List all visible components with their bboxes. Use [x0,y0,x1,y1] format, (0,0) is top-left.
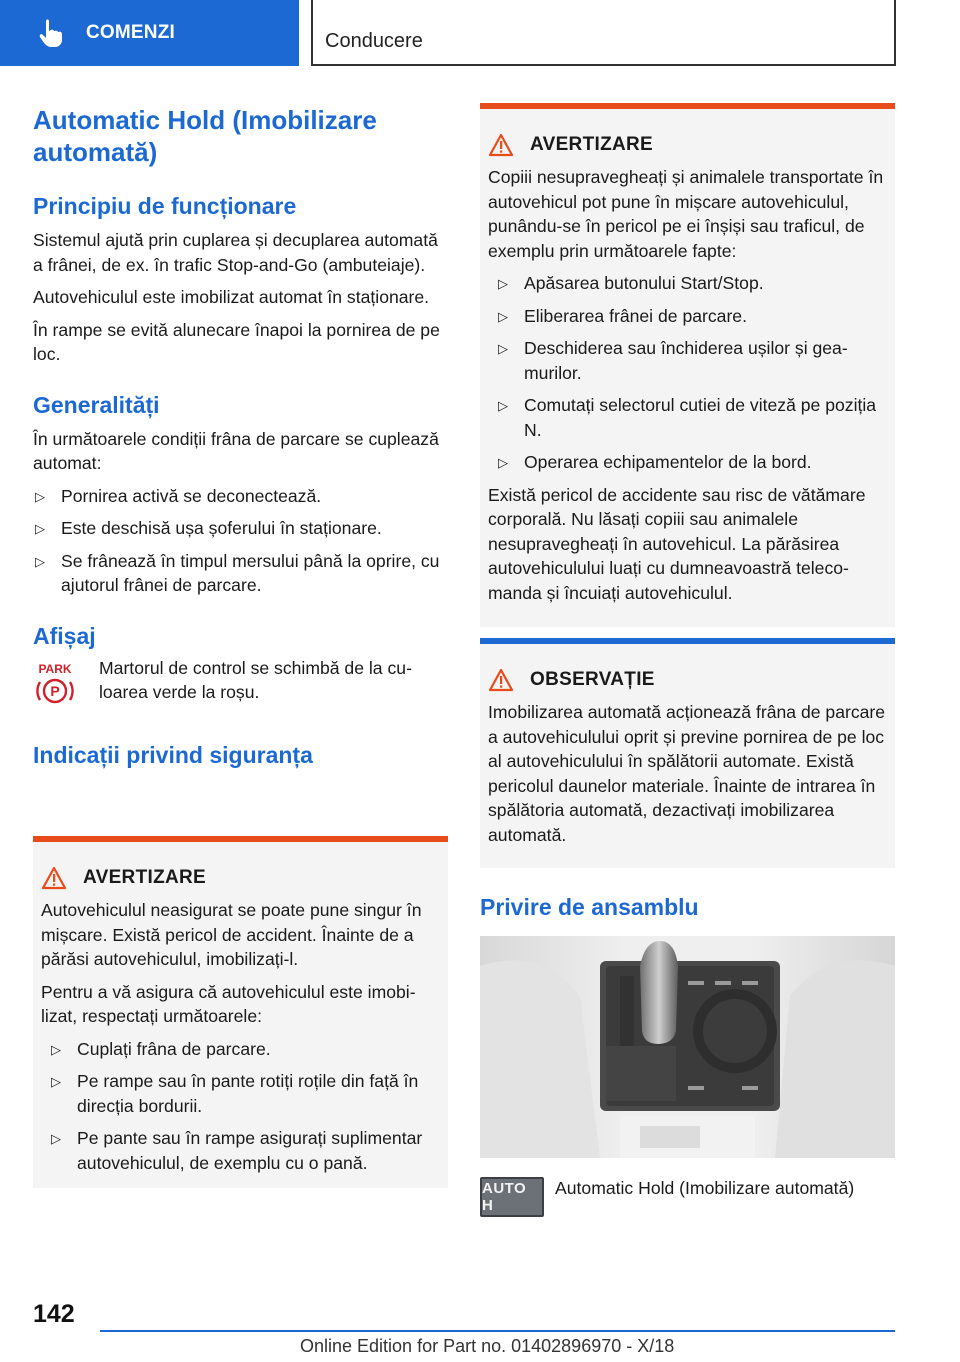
list-triangle-icon: ▷ [51,1041,61,1057]
hand-pointer-icon [34,16,68,50]
note-label: OBSERVAȚIE [530,669,655,690]
list-triangle-icon: ▷ [51,1131,61,1146]
principle-heading: Principiu de funcționare [33,193,297,219]
list-item: ▷ Comutați selectorul cutiei de viteză pe poziția N. [498,395,877,440]
list-item: ▷ Operarea echipamentelor de la bord. [496,450,887,475]
warning-text-2: Există pericol de accidente sau risc de vătămare corporală. Nu lăsați copiii sau animalele nesupravegheați în autovehicul. La părăsirea autovehiculului luați cu dumneavoastră telecomanda și încuiați autovehiculul. [488,484,866,603]
list-triangle-icon: ▷ [51,1074,61,1089]
center-console-photo [480,936,895,1158]
list-item: ▷ Se frânează în timpul mersului până la oprire, cu ajutorul frânei de parcare. [35,550,440,595]
warning-text-1: Copiii nesupravegheați și animalele transportate în autovehicul pot pune în mișcare autovehiculul, punându-se în pericol pe ei înșiși sau traficul, de exemplu prin următoarele fapte: [488,167,884,261]
warning-text-2: Pentru a vă asigura că autovehiculul este imobilizat, respectați următoarele: [41,981,416,1026]
list-triangle-icon: ▷ [498,341,508,356]
section-tab[interactable] [0,0,299,66]
principle-paragraph-3: În rampe se evită alunecare înapoi la pornirea de pe loc. [33,319,440,364]
general-intro: În următoarele condiții frâna de parcare se cuplează automat: [33,428,439,473]
warning-box-right [480,103,895,627]
footer-edition: Online Edition for Part no. 01402896970 - X/18 [300,1336,675,1356]
overview-heading: Privire de ansamblu [480,894,699,920]
chapter-header [311,0,896,66]
list-item: ▷ Pornirea activă se deconectează. [33,484,443,509]
auto-hold-button-icon: AUTO H [480,1177,544,1217]
safety-heading: Indicații privind siguranța [33,741,313,768]
warning-box-left [33,836,448,1188]
warning-triangle-icon [488,133,514,157]
page-title: Automatic Hold (Imobilizare automată) [33,105,377,167]
note-box [480,638,895,868]
warning-label: AVERTIZARE [83,867,206,888]
display-text: Martorul de control se schimbă de la culoarea verde la roșu. [99,657,412,702]
warning-header [488,133,887,157]
left-column [33,104,443,769]
list-triangle-icon: ▷ [35,553,45,569]
warning-triangle-icon [488,668,514,692]
list-item: ▷ Pe pante sau în rampe asigurați suplimentar autovehiculul, de exemplu cu o pană. [51,1128,423,1173]
warning-triangle-icon [41,866,67,890]
warning-text-1: Autovehiculul neasigurat se poate pune singur în mișcare. Există pericol de accident. Înainte de a părăsi autovehiculul, imobilizați-l. [41,900,422,969]
svg-text:PARK: PARK [38,661,72,676]
general-heading: Generalități [33,391,160,418]
park-brake-icon [33,656,99,711]
note-text: Imobilizarea automată acționează frâna de parcare a autovehiculului oprit și previne pornirea de pe loc al autovehiculului în spălătorii automate. Există pericolul daunelor materiale. Înainte de intrarea în spălătoria automată, dezactivați imobilizarea automată. [488,702,886,845]
principle-paragraph-1: Sistemul ajută prin cuplarea și decuplarea automată a frânei, de ex. în trafic Stop-and-Go (ambuteiaje). [33,230,438,275]
list-item: ▷ Apăsarea butonului Start/Stop. [496,271,887,296]
list-triangle-icon: ▷ [498,398,508,413]
list-item: ▷ Deschiderea sau închiderea ușilor și geamurilor. [498,338,848,383]
list-triangle-icon: ▷ [35,521,45,536]
note-header [488,668,887,692]
list-item: ▷ Pe rampe sau în pante rotiți roțile din față în direcția bordurii. [51,1071,419,1116]
warning-label: AVERTIZARE [530,134,653,155]
list-triangle-icon: ▷ [35,488,45,504]
chapter-title: Conducere [325,30,423,52]
list-triangle-icon: ▷ [498,455,508,470]
svg-text:P: P [50,682,60,699]
list-item: ▷ Eliberarea frânei de parcare. [496,304,887,329]
principle-paragraph-2: Autovehiculul este imobilizat automat în staționare. [33,287,430,307]
warning-header [41,866,440,890]
section-tab-label: COMENZI [86,22,176,43]
display-row [33,656,443,711]
auto-hold-caption: Automatic Hold (Imobilizare automată) [555,1178,855,1198]
page-number: 142 [33,1300,75,1328]
list-item: ▷ Este deschisă ușa șoferului în staționare. [33,516,443,541]
footer-divider [100,1330,895,1332]
display-heading: Afișaj [33,622,96,649]
list-item: ▷ Cuplați frâna de parcare. [49,1037,440,1062]
list-triangle-icon: ▷ [498,308,508,324]
list-triangle-icon: ▷ [498,276,508,291]
